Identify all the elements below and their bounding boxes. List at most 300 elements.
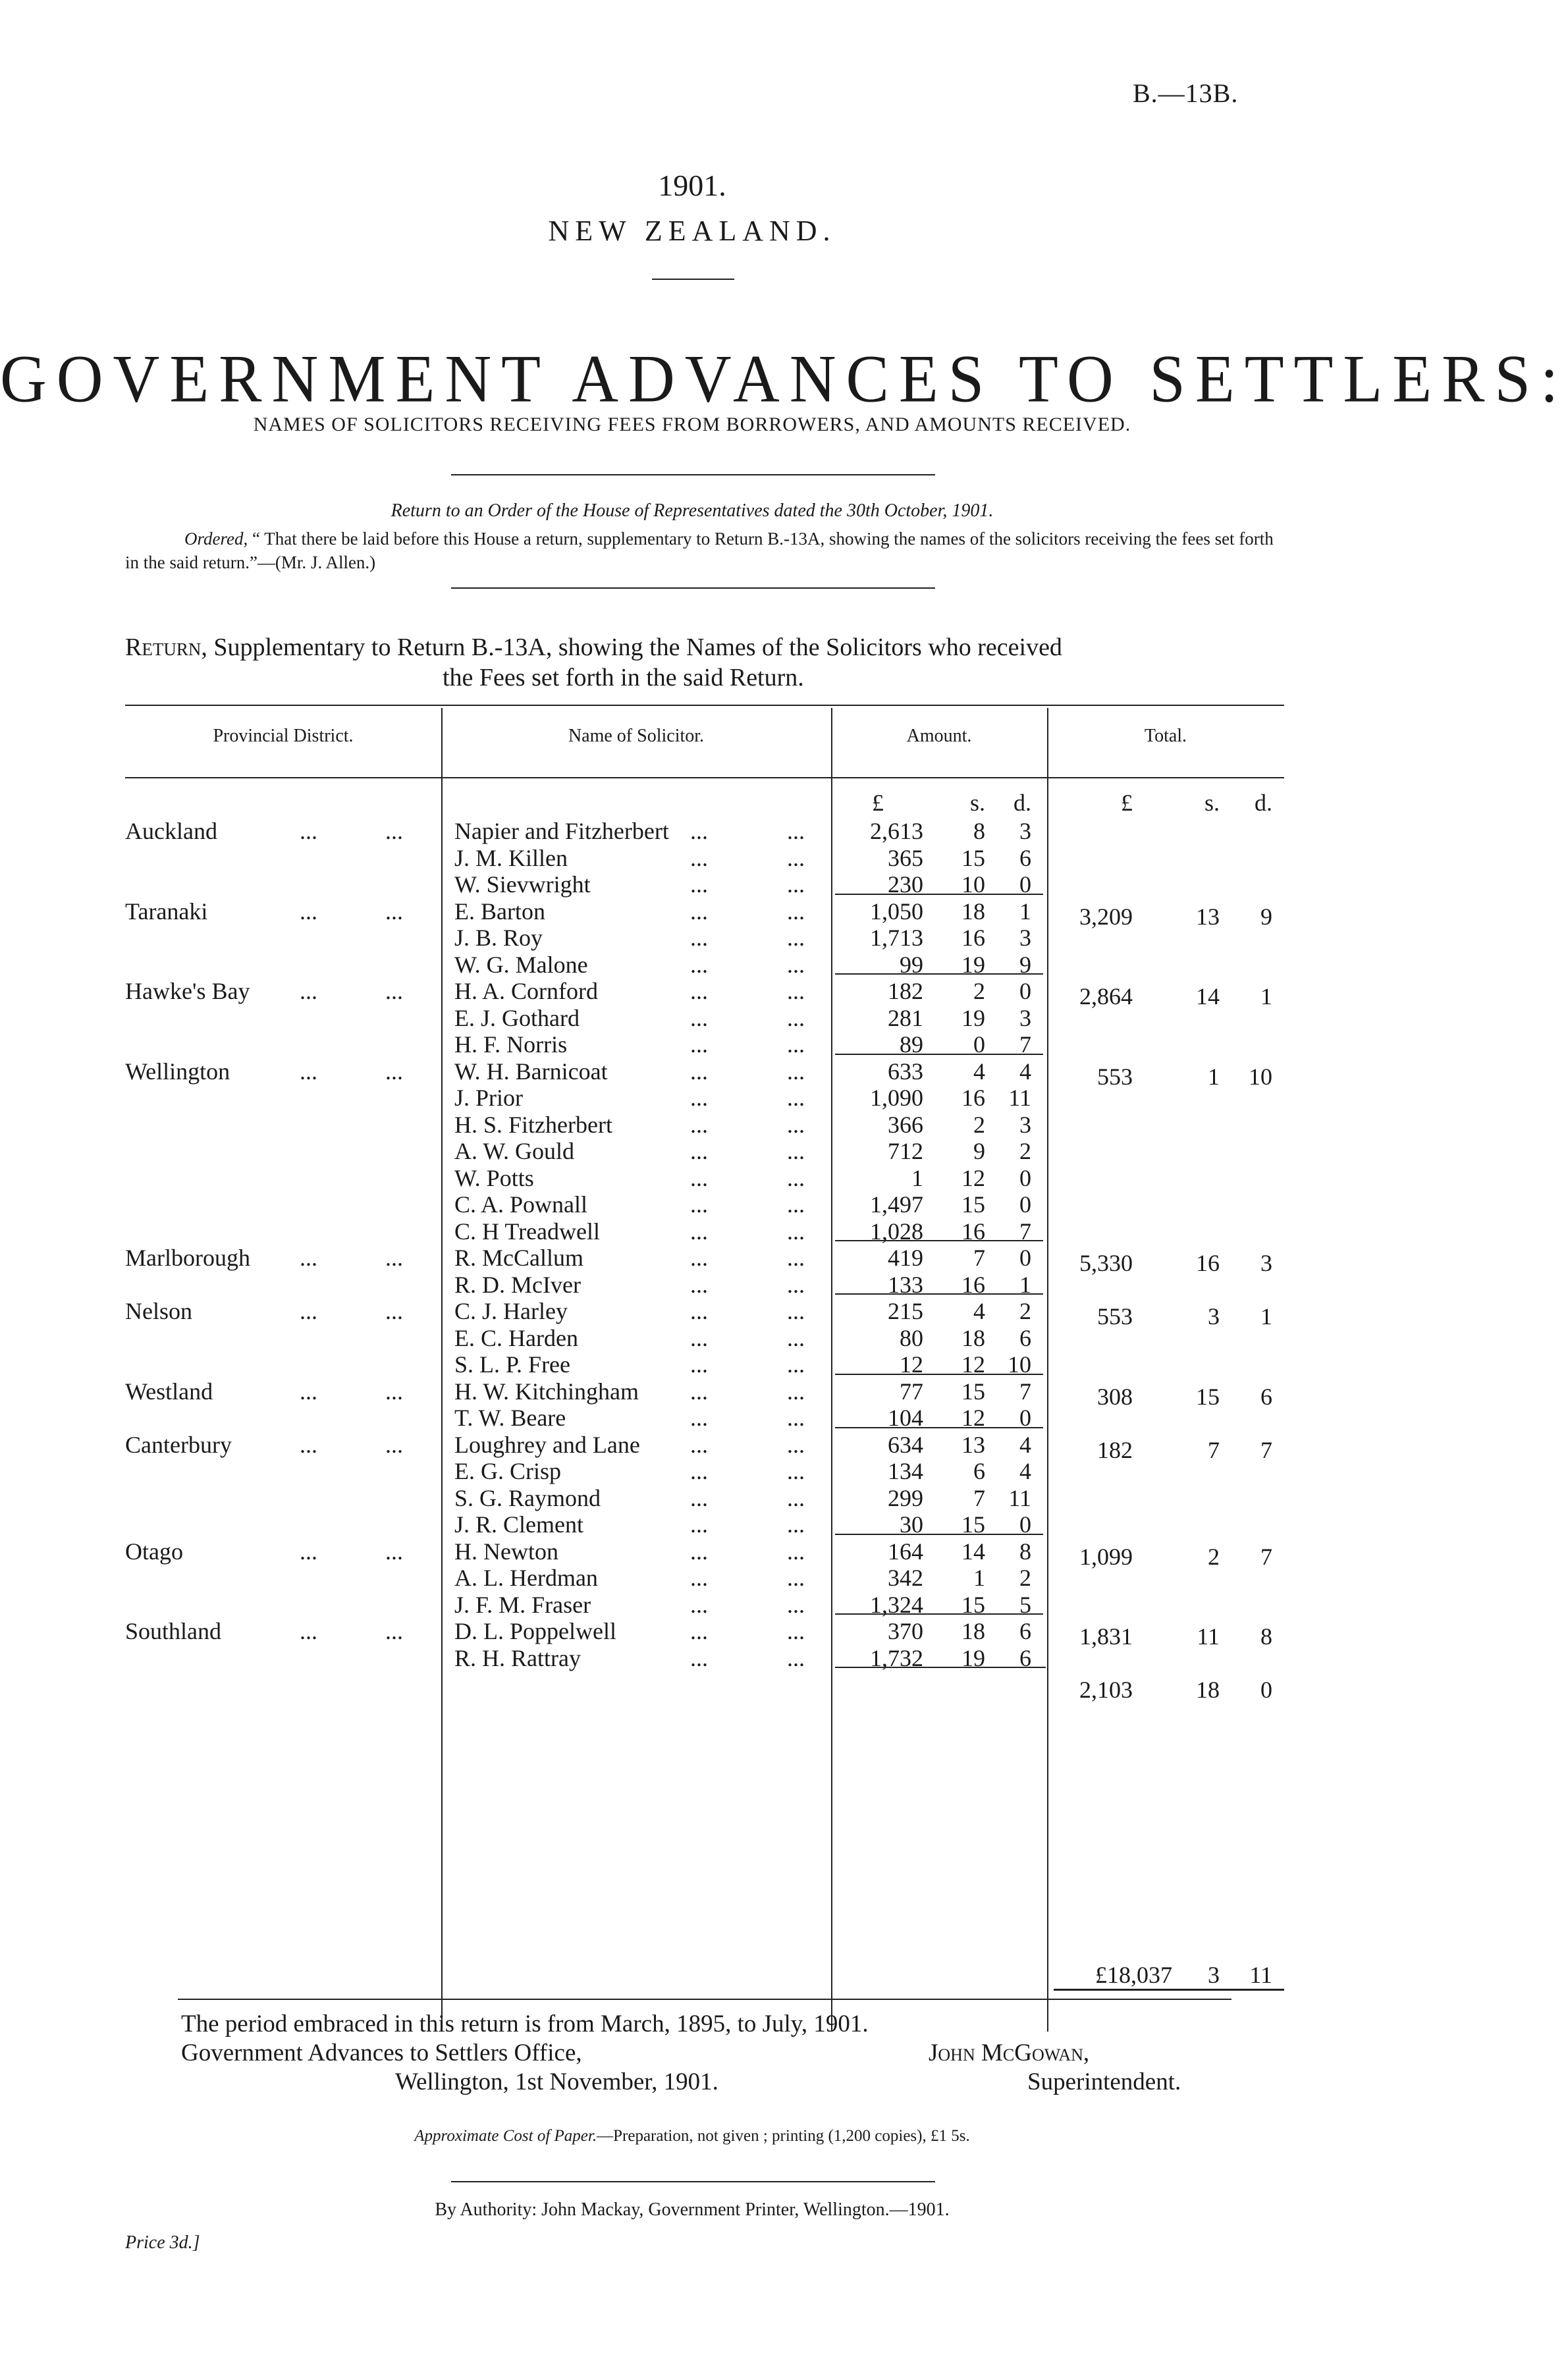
leader-dots: ... (385, 1058, 403, 1085)
amount-pence: 3 (1019, 925, 1031, 951)
footer-divider (451, 2181, 935, 2182)
leader-dots: ... (300, 1431, 317, 1458)
amount-shillings: 15 (961, 844, 985, 871)
amount-shillings: 7 (973, 1245, 985, 1271)
total-pounds: 553 (1097, 1063, 1133, 1090)
amount-pounds: 365 (888, 844, 923, 871)
column-divider (831, 708, 832, 2032)
amount-pence: 2 (1019, 1565, 1031, 1591)
amount-pounds: 1,324 (870, 1591, 923, 1618)
leader-dots: ... (690, 1351, 708, 1378)
leader-dots: ... (787, 1004, 805, 1031)
solicitor-name: E. J. Gothard (454, 1004, 580, 1031)
solicitor-name: H. W. Kitchingham (454, 1378, 639, 1405)
total-shillings: 18 (1196, 1677, 1220, 1703)
amount-pounds: 104 (888, 1405, 923, 1431)
amount-shillings: 12 (961, 1405, 985, 1431)
subtotal-rule (835, 1613, 1043, 1615)
leader-dots: ... (385, 1618, 403, 1644)
solicitor-name: S. L. P. Free (454, 1351, 571, 1378)
amount-pence: 6 (1019, 1324, 1031, 1351)
amount-shillings: 8 (973, 818, 985, 844)
printer-line: By Authority: John Mackay, Government Printer, Wellington.—1901. (435, 2199, 950, 2220)
amount-shillings: 19 (961, 1004, 985, 1031)
leader-dots: ... (690, 1164, 708, 1191)
total-shillings: 1 (1208, 1063, 1220, 1090)
leader-dots: ... (690, 1511, 708, 1538)
amount-pence: 0 (1019, 1191, 1031, 1218)
leader-dots: ... (690, 1591, 708, 1618)
leader-dots: ... (690, 1378, 708, 1405)
amount-pounds: 1,090 (870, 1085, 923, 1111)
subtotal-rule (835, 1293, 1043, 1295)
return-word: Return, (125, 633, 207, 661)
amount-pounds: 2,613 (870, 818, 923, 844)
leader-dots: ... (300, 1298, 317, 1324)
total-shillings: 7 (1208, 1436, 1220, 1463)
subtitle-divider (451, 474, 935, 475)
total-pence: 3 (1260, 1250, 1272, 1276)
amount-pounds: 1,497 (870, 1191, 923, 1218)
leader-dots: ... (300, 898, 317, 925)
leader-dots: ... (690, 898, 708, 925)
leader-dots: ... (385, 1245, 403, 1271)
subtotal-rule (835, 1374, 1043, 1375)
district-name: Auckland (125, 818, 217, 844)
column-divider (1047, 708, 1048, 2032)
leader-dots: ... (787, 1138, 805, 1164)
document-reference: B.—13B. (1133, 78, 1239, 108)
solicitor-name: A. W. Gould (454, 1138, 575, 1164)
leader-dots: ... (787, 1031, 805, 1058)
leader-dots: ... (690, 925, 708, 951)
total-pence: 8 (1260, 1623, 1272, 1650)
amount-shillings: 19 (961, 1644, 985, 1671)
amount-pounds: 712 (888, 1138, 923, 1164)
amount-shillings: 16 (961, 1085, 985, 1111)
amount-pence: 0 (1019, 1405, 1031, 1431)
total-pence: 6 (1260, 1383, 1272, 1410)
leader-dots: ... (787, 1511, 805, 1538)
total-shillings: 2 (1208, 1543, 1220, 1570)
amount-shillings: 16 (961, 1218, 985, 1245)
amount-pounds: 633 (888, 1058, 923, 1085)
leader-dots: ... (690, 951, 708, 978)
amount-pounds: 230 (888, 871, 923, 898)
solicitor-name: H. Newton (454, 1538, 558, 1565)
total-pence: 9 (1260, 903, 1272, 930)
leader-dots: ... (385, 898, 403, 925)
leader-dots: ... (690, 1218, 708, 1245)
amount-pounds: 215 (888, 1298, 923, 1324)
solicitor-name: R. H. Rattray (454, 1644, 581, 1671)
leader-dots: ... (787, 1644, 805, 1671)
leader-dots: ... (690, 1298, 708, 1324)
amount-pounds: 370 (888, 1618, 923, 1644)
leader-dots: ... (300, 1245, 317, 1271)
solicitor-name: J. R. Clement (454, 1511, 583, 1538)
amount-shillings: 7 (973, 1484, 985, 1511)
amount-pounds-symbol: £ (872, 790, 884, 816)
leader-dots: ... (787, 978, 805, 1004)
total-shillings: 14 (1196, 983, 1220, 1010)
amount-shillings: 12 (961, 1351, 985, 1378)
leader-dots: ... (690, 1431, 708, 1458)
amount-pounds: 1,732 (870, 1644, 923, 1671)
grand-total-shillings: 3 (1208, 1962, 1220, 1988)
amount-pounds: 299 (888, 1484, 923, 1511)
leader-dots: ... (787, 1218, 805, 1245)
amount-pence: 1 (1019, 898, 1031, 925)
amount-shillings: 6 (973, 1458, 985, 1484)
cost-note: Approximate Cost of Paper.—Preparation, not given ; printing (1,200 copies), £1 5s. (414, 2127, 970, 2145)
solicitor-name: J. M. Killen (454, 844, 568, 871)
amount-pounds: 89 (900, 1031, 923, 1058)
total-pence: 10 (1249, 1063, 1272, 1090)
country-heading: NEW ZEALAND. (548, 215, 836, 247)
district-name: Marlborough (125, 1245, 250, 1271)
amount-shillings: 16 (961, 1271, 985, 1298)
amount-shillings: 1 (973, 1565, 985, 1591)
amount-pence: 0 (1019, 978, 1031, 1004)
solicitor-name: T. W. Beare (454, 1405, 566, 1431)
leader-dots: ... (787, 1271, 805, 1298)
amount-pence: 10 (1008, 1351, 1031, 1378)
total-pounds-symbol: £ (1121, 790, 1133, 816)
solicitor-name: W. H. Barnicoat (454, 1058, 608, 1085)
leader-dots: ... (690, 1405, 708, 1431)
leader-dots: ... (300, 978, 317, 1004)
solicitor-name: E. G. Crisp (454, 1458, 561, 1484)
subtotal-rule (835, 1240, 1043, 1241)
solicitor-name: E. Barton (454, 898, 545, 925)
amount-pounds: 182 (888, 978, 923, 1004)
amount-shillings: 18 (961, 1618, 985, 1644)
leader-dots: ... (300, 1378, 317, 1405)
leader-dots: ... (787, 1245, 805, 1271)
subtotal-rule (835, 1054, 1043, 1055)
amount-pounds: 134 (888, 1458, 923, 1484)
solicitor-name: W. Sievwright (454, 871, 591, 898)
district-name: Southland (125, 1618, 222, 1644)
leader-dots: ... (300, 1618, 317, 1644)
leader-dots: ... (690, 871, 708, 898)
amount-pounds: 342 (888, 1565, 923, 1591)
amount-shillings: 15 (961, 1511, 985, 1538)
leader-dots: ... (787, 1591, 805, 1618)
solicitor-name: J. B. Roy (454, 925, 543, 951)
amount-shillings: 18 (961, 1324, 985, 1351)
amount-pence: 2 (1019, 1138, 1031, 1164)
solicitor-name: H. A. Cornford (454, 978, 598, 1004)
solicitor-name: R. McCallum (454, 1245, 583, 1271)
amount-pence: 8 (1019, 1538, 1031, 1565)
order-text (125, 527, 1284, 574)
return-heading (125, 632, 1284, 693)
amount-pence: 0 (1019, 1164, 1031, 1191)
leader-dots: ... (300, 1058, 317, 1085)
solicitor-name: Loughrey and Lane (454, 1431, 640, 1458)
leader-dots: ... (787, 1351, 805, 1378)
solicitor-name: A. L. Herdman (454, 1565, 598, 1591)
leader-dots: ... (787, 1618, 805, 1644)
leader-dots: ... (690, 1484, 708, 1511)
amount-shillings: 15 (961, 1591, 985, 1618)
amount-shillings-symbol: s. (969, 790, 985, 816)
amount-pence: 11 (1008, 1484, 1031, 1511)
signatory-title: Superintendent. (1027, 2068, 1181, 2095)
solicitor-name: D. L. Poppelwell (454, 1618, 616, 1644)
total-shillings: 11 (1197, 1623, 1220, 1650)
amount-pounds: 77 (900, 1378, 923, 1405)
leader-dots: ... (690, 818, 708, 844)
page-title: GOVERNMENT ADVANCES TO SETTLERS: (0, 342, 1568, 417)
leader-dots: ... (690, 1324, 708, 1351)
amount-shillings: 2 (973, 978, 985, 1004)
district-name: Otago (125, 1538, 183, 1565)
district-name: Westland (125, 1378, 213, 1405)
amount-shillings: 15 (961, 1191, 985, 1218)
leader-dots: ... (787, 1431, 805, 1458)
leader-dots: ... (690, 1111, 708, 1138)
leader-dots: ... (787, 951, 805, 978)
amount-pence: 7 (1019, 1031, 1031, 1058)
total-pence: 1 (1260, 1303, 1272, 1330)
amount-pence: 0 (1019, 1511, 1031, 1538)
subtotal-rule (835, 1534, 1043, 1535)
leader-dots: ... (300, 1538, 317, 1565)
amount-pounds: 99 (900, 951, 923, 978)
amount-shillings: 12 (961, 1164, 985, 1191)
amount-pence: 0 (1019, 871, 1031, 898)
leader-dots: ... (690, 1271, 708, 1298)
leader-dots: ... (690, 1191, 708, 1218)
solicitor-name: W. Potts (454, 1164, 534, 1191)
table-top-rule (125, 705, 1284, 706)
grand-total-rule (1054, 1989, 1284, 1991)
total-pence: 7 (1260, 1436, 1272, 1463)
grand-total-pence: 11 (1249, 1962, 1272, 1988)
total-pence: 7 (1260, 1543, 1272, 1570)
leader-dots: ... (690, 1138, 708, 1164)
header-total: Total. (1144, 726, 1187, 746)
order-reference: Return to an Order of the House of Representatives dated the 30th October, 1901. (391, 500, 994, 521)
amount-shillings: 2 (973, 1111, 985, 1138)
total-shillings: 15 (1196, 1383, 1220, 1410)
leader-dots: ... (690, 1245, 708, 1271)
leader-dots: ... (787, 1458, 805, 1484)
office-line: Government Advances to Settlers Office, (181, 2039, 582, 2066)
total-shillings: 13 (1196, 903, 1220, 930)
amount-pounds: 1,050 (870, 898, 923, 925)
total-pence: 0 (1260, 1677, 1272, 1703)
solicitor-name: J. Prior (454, 1085, 524, 1111)
leader-dots: ... (787, 1164, 805, 1191)
total-pounds: 182 (1097, 1436, 1133, 1463)
district-name: Nelson (125, 1298, 192, 1324)
leader-dots: ... (385, 978, 403, 1004)
leader-dots: ... (787, 1324, 805, 1351)
district-name: Wellington (125, 1058, 230, 1085)
amount-pounds: 366 (888, 1111, 923, 1138)
leader-dots: ... (385, 1378, 403, 1405)
signatory-name: John McGowan, (929, 2039, 1090, 2066)
ordered-body: “ That there be laid before this House a return, supplementary to Return B.-13A, showing the names of the solicitors receiving the fees set forth in the said return.”—(Mr. J. Allen.) (125, 529, 1274, 572)
amount-pence: 6 (1019, 1644, 1031, 1671)
leader-dots: ... (690, 1085, 708, 1111)
leader-dots: ... (787, 844, 805, 871)
header-provincial-district: Provincial District. (213, 726, 354, 746)
amount-shillings: 13 (961, 1431, 985, 1458)
leader-dots: ... (787, 1405, 805, 1431)
short-divider (652, 279, 734, 280)
solicitor-name: J. F. M. Fraser (454, 1591, 591, 1618)
leader-dots: ... (385, 818, 403, 844)
leader-dots: ... (787, 1298, 805, 1324)
amount-pence: 3 (1019, 1111, 1031, 1138)
header-name-of-solicitor: Name of Solicitor. (568, 726, 705, 746)
total-pounds: 1,099 (1079, 1543, 1133, 1570)
total-pounds: 5,330 (1079, 1250, 1133, 1276)
table-header-rule (125, 777, 1284, 778)
amount-shillings: 4 (973, 1298, 985, 1324)
total-shillings: 16 (1196, 1250, 1220, 1276)
amount-pounds: 281 (888, 1004, 923, 1031)
place-date-line: Wellington, 1st November, 1901. (395, 2068, 718, 2095)
amount-pounds: 30 (900, 1511, 923, 1538)
amount-pounds: 419 (888, 1245, 923, 1271)
amount-pence: 3 (1019, 818, 1031, 844)
leader-dots: ... (787, 1111, 805, 1138)
leader-dots: ... (787, 871, 805, 898)
amount-pounds: 1 (911, 1164, 923, 1191)
amount-pence: 7 (1019, 1378, 1031, 1405)
leader-dots: ... (690, 1458, 708, 1484)
amount-shillings: 9 (973, 1138, 985, 1164)
amount-pounds: 12 (900, 1351, 923, 1378)
grand-total-pounds: £18,037 (1095, 1962, 1172, 1988)
amount-pence: 4 (1019, 1058, 1031, 1085)
solicitor-name: R. D. McIver (454, 1271, 581, 1298)
leader-dots: ... (385, 1538, 403, 1565)
solicitor-name: H. F. Norris (454, 1031, 568, 1058)
amount-pence: 6 (1019, 844, 1031, 871)
leader-dots: ... (787, 1191, 805, 1218)
ordered-label: Ordered, (184, 529, 248, 549)
subtotal-rule (835, 1667, 1046, 1668)
amount-pence: 0 (1019, 1245, 1031, 1271)
leader-dots: ... (690, 1565, 708, 1591)
leader-dots: ... (690, 978, 708, 1004)
leader-dots: ... (787, 1378, 805, 1405)
district-name: Taranaki (125, 898, 208, 925)
amount-pence: 5 (1019, 1591, 1031, 1618)
total-pounds: 553 (1097, 1303, 1133, 1330)
total-pence: 1 (1260, 983, 1272, 1010)
subtotal-rule (835, 973, 1043, 975)
amount-pence: 6 (1019, 1618, 1031, 1644)
amount-shillings: 4 (973, 1058, 985, 1085)
total-pounds: 2,103 (1079, 1677, 1133, 1703)
amount-pence: 2 (1019, 1298, 1031, 1324)
solicitor-name: C. A. Pownall (454, 1191, 588, 1218)
leader-dots: ... (690, 1538, 708, 1565)
leader-dots: ... (787, 1538, 805, 1565)
solicitor-name: S. G. Raymond (454, 1484, 601, 1511)
total-pounds: 308 (1097, 1383, 1133, 1410)
table-bottom-rule (178, 1999, 1231, 2000)
total-pence-symbol: d. (1255, 790, 1272, 816)
subtotal-rule (835, 1427, 1043, 1428)
leader-dots: ... (690, 1644, 708, 1671)
solicitor-name: Napier and Fitzherbert (454, 818, 669, 844)
leader-dots: ... (385, 1298, 403, 1324)
solicitor-name: W. G. Malone (454, 951, 588, 978)
amount-shillings: 15 (961, 1378, 985, 1405)
amount-pence: 7 (1019, 1218, 1031, 1245)
leader-dots: ... (385, 1431, 403, 1458)
amount-shillings: 10 (961, 871, 985, 898)
document-year: 1901. (658, 169, 726, 202)
leader-dots: ... (690, 1031, 708, 1058)
total-pounds: 3,209 (1079, 903, 1133, 930)
amount-pounds: 634 (888, 1431, 923, 1458)
amount-pence: 4 (1019, 1431, 1031, 1458)
total-pounds: 2,864 (1079, 983, 1133, 1010)
leader-dots: ... (690, 844, 708, 871)
header-amount: Amount. (906, 726, 972, 746)
leader-dots: ... (787, 1565, 805, 1591)
amount-pounds: 164 (888, 1538, 923, 1565)
amount-pence-symbol: d. (1014, 790, 1031, 816)
leader-dots: ... (787, 1085, 805, 1111)
subtotal-rule (835, 894, 1043, 895)
price-note: Price 3d.] (125, 2232, 200, 2253)
leader-dots: ... (787, 1058, 805, 1085)
amount-pounds: 80 (900, 1324, 923, 1351)
leader-dots: ... (787, 818, 805, 844)
solicitor-name: C. J. Harley (454, 1298, 568, 1324)
amount-shillings: 18 (961, 898, 985, 925)
district-name: Canterbury (125, 1431, 232, 1458)
amount-pounds: 133 (888, 1271, 923, 1298)
leader-dots: ... (690, 1004, 708, 1031)
amount-pence: 4 (1019, 1458, 1031, 1484)
amount-pence: 3 (1019, 1004, 1031, 1031)
leader-dots: ... (300, 818, 317, 844)
leader-dots: ... (690, 1618, 708, 1644)
return-heading-line1: Return, Supplementary to Return B.-13A, showing the Names of the Solicitors who received (125, 633, 1062, 661)
order-divider (451, 587, 935, 589)
leader-dots: ... (787, 898, 805, 925)
return-heading-line2: the Fees set forth in the said Return. (443, 664, 804, 691)
amount-shillings: 16 (961, 925, 985, 951)
total-pounds: 1,831 (1079, 1623, 1133, 1650)
total-shillings-symbol: s. (1204, 790, 1220, 816)
amount-pence: 9 (1019, 951, 1031, 978)
period-note: The period embraced in this return is from March, 1895, to July, 1901. (181, 2010, 869, 2037)
leader-dots: ... (787, 1484, 805, 1511)
amount-pounds: 1,028 (870, 1218, 923, 1245)
solicitor-name: H. S. Fitzherbert (454, 1111, 612, 1138)
leader-dots: ... (690, 1058, 708, 1085)
page-subtitle: NAMES OF SOLICITORS RECEIVING FEES FROM BORROWERS, AND AMOUNTS RECEIVED. (253, 414, 1131, 435)
amount-shillings: 14 (961, 1538, 985, 1565)
solicitor-name: E. C. Harden (454, 1324, 578, 1351)
total-shillings: 3 (1208, 1303, 1220, 1330)
leader-dots: ... (787, 925, 805, 951)
amount-pence: 11 (1008, 1085, 1031, 1111)
